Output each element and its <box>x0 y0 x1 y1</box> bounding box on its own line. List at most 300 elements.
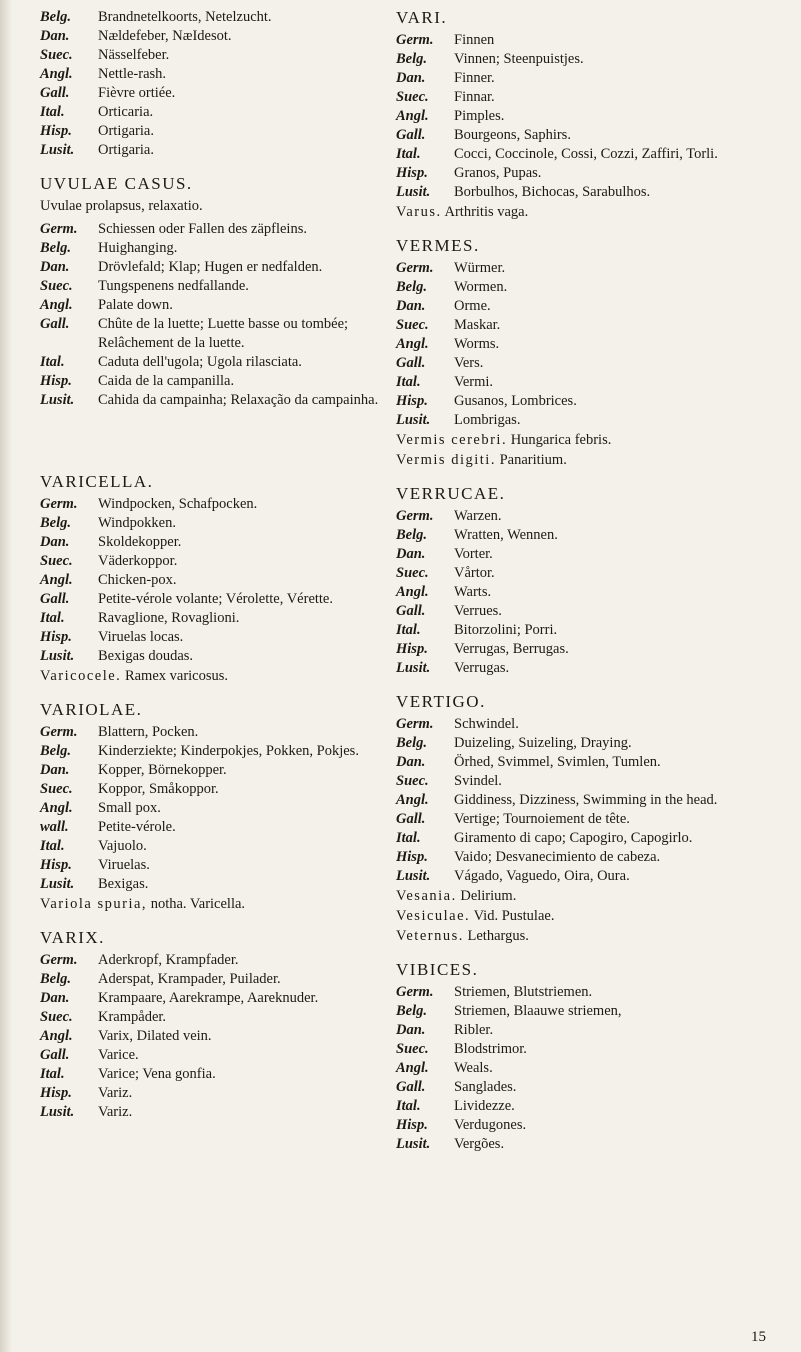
translation-term: Palate down. <box>98 297 173 313</box>
cross-reference-target: Delirium. <box>460 888 517 904</box>
translation-row <box>40 780 396 799</box>
translation-row <box>396 31 776 50</box>
language-abbrev: Ital. <box>40 838 65 854</box>
translation-term: Vágado, Vaguedo, Oira, Oura. <box>454 868 630 884</box>
translation-row <box>396 69 776 88</box>
translation-row <box>40 989 396 1008</box>
translation-term: Verrues. <box>454 603 502 619</box>
translation-term: Weals. <box>454 1060 493 1076</box>
translation-row <box>396 373 776 392</box>
language-abbrev: Belg. <box>40 743 72 759</box>
entry-definition: Uvulae prolapsus, relaxatio. <box>40 198 203 214</box>
language-abbrev: Gall. <box>396 603 426 619</box>
entry-heading: VERRUCAE. <box>396 484 506 503</box>
translation-term: Vers. <box>454 355 484 371</box>
translation-term: Variz. <box>98 1085 133 1101</box>
language-abbrev: Ital. <box>40 610 65 626</box>
translation-term: Varix, Dilated vein. <box>98 1028 212 1044</box>
translation-term: Vermi. <box>454 374 494 390</box>
entry-heading: VARI. <box>396 8 448 27</box>
translation-row <box>396 1097 776 1116</box>
translation-row <box>396 107 776 126</box>
language-abbrev: Dan. <box>396 1022 426 1038</box>
translation-term: Vertige; Tournoiement de tête. <box>454 811 630 827</box>
language-abbrev: Lusit. <box>396 1136 431 1152</box>
translation-row <box>396 507 776 526</box>
translation-row <box>396 545 776 564</box>
translation-term: Kopper, Börnekopper. <box>98 762 227 778</box>
language-abbrev: Dan. <box>40 259 70 275</box>
translation-term: Verdugones. <box>454 1117 527 1133</box>
translation-row <box>396 335 776 354</box>
translation-term: Vinnen; Steenpuistjes. <box>454 51 584 67</box>
cross-reference-target: Ramex varicosus. <box>124 668 229 684</box>
translation-row <box>40 723 396 742</box>
language-abbrev: Hisp. <box>396 849 428 865</box>
cross-reference-term: Vesania. <box>396 888 457 904</box>
language-abbrev: Gall. <box>396 1079 426 1095</box>
dictionary-entry <box>396 692 776 946</box>
translation-row <box>40 122 396 141</box>
language-abbrev: Belg. <box>396 735 428 751</box>
language-abbrev: Belg. <box>396 51 428 67</box>
translation-term: Granos, Pupas. <box>454 165 542 181</box>
dictionary-entry <box>396 960 776 1154</box>
cross-reference <box>396 203 776 222</box>
cross-reference-target: Hungarica febris. <box>510 432 612 448</box>
translation-term: Ribler. <box>454 1022 494 1038</box>
language-abbrev: Lusit. <box>40 648 75 664</box>
translation-term: Striemen, Blutstriemen. <box>454 984 593 1000</box>
translation-term: Gusanos, Lombrices. <box>454 393 577 409</box>
language-abbrev: Hisp. <box>396 1117 428 1133</box>
page-binding-shadow <box>0 0 12 1352</box>
language-abbrev: Angl. <box>40 1028 73 1044</box>
translation-term: Finnar. <box>454 89 495 105</box>
entry-spacer <box>40 914 396 928</box>
cross-reference <box>396 907 776 926</box>
translation-row <box>40 533 396 552</box>
language-abbrev: Angl. <box>396 584 429 600</box>
translation-term: Ravaglione, Rovaglioni. <box>98 610 240 626</box>
translation-row <box>396 164 776 183</box>
cross-reference-term: Veternus. <box>396 928 464 944</box>
language-abbrev: Belg. <box>396 1003 428 1019</box>
language-abbrev: Ital. <box>40 104 65 120</box>
translation-row <box>396 583 776 602</box>
dictionary-entry <box>396 8 776 222</box>
translation-row <box>396 392 776 411</box>
entry-heading: VERTIGO. <box>396 692 486 711</box>
language-abbrev: Suec. <box>40 278 73 294</box>
cross-reference <box>40 895 396 914</box>
language-abbrev: Lusit. <box>40 392 75 408</box>
language-abbrev: Hisp. <box>40 629 72 645</box>
translation-term: Giramento di capo; Capogiro, Capogirlo. <box>454 830 693 846</box>
language-abbrev: Belg. <box>396 527 428 543</box>
translation-term: Svindel. <box>454 773 502 789</box>
language-abbrev: Ital. <box>396 374 421 390</box>
language-abbrev: Dan. <box>40 534 70 550</box>
dictionary-entry <box>40 928 396 1122</box>
translation-term: Krampaare, Aarekrampe, Aareknuder. <box>98 990 319 1006</box>
language-abbrev: Lusit. <box>40 142 75 158</box>
translation-row <box>40 571 396 590</box>
language-abbrev: Suec. <box>396 317 429 333</box>
entry-spacer <box>40 686 396 700</box>
language-abbrev: Hisp. <box>40 123 72 139</box>
translation-row <box>40 609 396 628</box>
translation-row <box>40 27 396 46</box>
translation-term: Caida de la campanilla. <box>98 373 235 389</box>
entry-heading: UVULAE CASUS. <box>40 174 193 193</box>
translation-row <box>40 46 396 65</box>
language-abbrev: Ital. <box>396 1098 421 1114</box>
translation-term: Lividezze. <box>454 1098 515 1114</box>
left-column <box>40 8 396 1122</box>
translation-term: Skoldekopper. <box>98 534 182 550</box>
translation-row <box>40 1046 396 1065</box>
translation-term: Ortigaria. <box>98 142 154 158</box>
translation-term: Varice. <box>98 1047 139 1063</box>
translation-row <box>396 659 776 678</box>
translation-term: Windpokken. <box>98 515 176 531</box>
translation-row <box>396 791 776 810</box>
language-abbrev: Lusit. <box>396 412 431 428</box>
translation-row <box>396 715 776 734</box>
translation-row <box>396 126 776 145</box>
translation-row <box>396 753 776 772</box>
language-abbrev: Germ. <box>396 984 434 1000</box>
language-abbrev: Lusit. <box>40 876 75 892</box>
language-abbrev: Suec. <box>396 89 429 105</box>
language-abbrev: Germ. <box>396 508 434 524</box>
translation-term: Fièvre ortiée. <box>98 85 176 101</box>
translation-row <box>396 316 776 335</box>
translation-term: Sanglades. <box>454 1079 517 1095</box>
translation-term: Cocci, Coccinole, Cossi, Cozzi, Zaffiri, Torli. <box>454 146 718 162</box>
translation-row <box>40 951 396 970</box>
language-abbrev: Gall. <box>396 127 426 143</box>
language-abbrev: Hisp. <box>40 373 72 389</box>
dictionary-entry <box>40 8 396 160</box>
translation-row <box>396 297 776 316</box>
translation-term: Chicken-pox. <box>98 572 177 588</box>
translation-row <box>40 1027 396 1046</box>
language-abbrev: Dan. <box>396 754 426 770</box>
translation-row <box>396 88 776 107</box>
language-abbrev: Dan. <box>396 546 426 562</box>
dictionary-entry <box>40 472 396 686</box>
translation-row <box>396 1116 776 1135</box>
cross-reference <box>396 927 776 946</box>
translation-term: Nældefeber, NæIdesot. <box>98 28 232 44</box>
translation-row <box>40 495 396 514</box>
translation-term: Vaido; Desvanecimiento de cabeza. <box>454 849 661 865</box>
translation-row <box>396 848 776 867</box>
translation-term: Aderspat, Krampader, Puilader. <box>98 971 281 987</box>
translation-row <box>396 621 776 640</box>
translation-term: Brandnetelkoorts, Netelzucht. <box>98 9 272 25</box>
translation-term: Caduta dell'ugola; Ugola rilasciata. <box>98 354 302 370</box>
translation-row <box>40 220 396 239</box>
language-abbrev: Dan. <box>40 762 70 778</box>
translation-row <box>396 411 776 430</box>
translation-term: Vajuolo. <box>98 838 147 854</box>
language-abbrev: Suec. <box>396 773 429 789</box>
translation-term: Bexigas. <box>98 876 149 892</box>
translation-row <box>396 772 776 791</box>
language-abbrev: Hisp. <box>396 641 428 657</box>
translation-row <box>396 1078 776 1097</box>
cross-reference-target: Vid. Pustulae. <box>473 908 555 924</box>
entry-heading: VARIOLAE. <box>40 700 143 719</box>
cross-reference-term: Varus. <box>396 204 442 220</box>
translation-term: Bexigas doudas. <box>98 648 194 664</box>
translation-row <box>396 1135 776 1154</box>
translation-term: Viruelas locas. <box>98 629 184 645</box>
language-abbrev: Germ. <box>40 952 78 968</box>
translation-row <box>40 837 396 856</box>
translation-row <box>40 315 396 353</box>
translation-row <box>396 278 776 297</box>
translation-row <box>396 640 776 659</box>
translation-term: Finnen <box>454 32 495 48</box>
language-abbrev: Angl. <box>396 1060 429 1076</box>
language-abbrev: Hisp. <box>40 1085 72 1101</box>
cross-reference-term: Vermis digiti. <box>396 452 496 468</box>
translation-term: Orme. <box>454 298 491 314</box>
entry-spacer <box>396 678 776 692</box>
translation-row <box>396 602 776 621</box>
translation-term: Orticaria. <box>98 104 154 120</box>
translation-term: Würmer. <box>454 260 506 276</box>
translation-row <box>40 141 396 160</box>
translation-term: Finner. <box>454 70 495 86</box>
language-abbrev: Germ. <box>40 724 78 740</box>
translation-row <box>396 259 776 278</box>
translation-term: Aderkropf, Krampfader. <box>98 952 239 968</box>
translation-row <box>396 145 776 164</box>
entry-spacer <box>396 222 776 236</box>
translation-row <box>40 84 396 103</box>
translation-row <box>40 818 396 837</box>
translation-term: Drövlefald; Klap; Hugen er nedfalden. <box>98 259 323 275</box>
translation-term: Borbulhos, Bichocas, Sarabulhos. <box>454 184 651 200</box>
translation-row <box>40 552 396 571</box>
translation-row <box>40 8 396 27</box>
language-abbrev: Dan. <box>396 298 426 314</box>
translation-row <box>396 526 776 545</box>
language-abbrev: Lusit. <box>396 660 431 676</box>
translation-term: Warzen. <box>454 508 502 524</box>
language-abbrev: Belg. <box>396 279 428 295</box>
entry-spacer <box>396 470 776 484</box>
cross-reference-term: Vermis cerebri. <box>396 432 508 448</box>
cross-reference-term: Variola spuria, <box>40 896 148 912</box>
translation-term: Tungspenens nedfallande. <box>98 278 249 294</box>
language-abbrev: Ital. <box>396 622 421 638</box>
language-abbrev: Suec. <box>40 1009 73 1025</box>
language-abbrev: Lusit. <box>396 868 431 884</box>
language-abbrev: Lusit. <box>40 1104 75 1120</box>
translation-term: Koppor, Småkoppor. <box>98 781 219 797</box>
dictionary-entry <box>40 700 396 914</box>
language-abbrev: Gall. <box>40 316 70 332</box>
translation-row <box>396 50 776 69</box>
translation-row <box>40 239 396 258</box>
language-abbrev: Dan. <box>40 28 70 44</box>
translation-term: Windpocken, Schafpocken. <box>98 496 258 512</box>
right-column <box>396 8 776 1154</box>
language-abbrev: Angl. <box>396 108 429 124</box>
translation-term: Maskar. <box>454 317 501 333</box>
translation-term: Wormen. <box>454 279 508 295</box>
translation-term: Giddiness, Dizziness, Swimming in the head. <box>454 792 718 808</box>
translation-row <box>40 970 396 989</box>
language-abbrev: Belg. <box>40 240 72 256</box>
translation-row <box>40 1065 396 1084</box>
translation-row <box>396 354 776 373</box>
language-abbrev: Hisp. <box>396 165 428 181</box>
translation-term: Warts. <box>454 584 492 600</box>
translation-term: Vorter. <box>454 546 493 562</box>
translation-row <box>40 742 396 761</box>
translation-term: Petite-vérole volante; Vérolette, Vérette. <box>98 591 333 607</box>
cross-reference-target: Panaritium. <box>499 452 567 468</box>
language-abbrev: Ital. <box>396 146 421 162</box>
translation-row <box>40 875 396 894</box>
cross-reference <box>40 667 396 686</box>
translation-term: Huighanging. <box>98 240 178 256</box>
translation-term: Ortigaria. <box>98 123 154 139</box>
translation-row <box>40 103 396 122</box>
language-abbrev: Germ. <box>396 716 434 732</box>
translation-row <box>40 258 396 277</box>
translation-row <box>396 183 776 202</box>
language-abbrev: Gall. <box>396 355 426 371</box>
translation-term: Worms. <box>454 336 500 352</box>
translation-row <box>40 391 396 410</box>
language-abbrev: Lusit. <box>396 184 431 200</box>
language-abbrev: Hisp. <box>396 393 428 409</box>
translation-term: Kinderziekte; Kinderpokjes, Pokken, Pokjes. <box>98 743 359 759</box>
language-abbrev: Angl. <box>396 336 429 352</box>
language-abbrev: Gall. <box>40 591 70 607</box>
translation-row <box>40 65 396 84</box>
translation-term: Varice; Vena gonfia. <box>98 1066 216 1082</box>
translation-term: Blodstrimor. <box>454 1041 527 1057</box>
language-abbrev: Suec. <box>40 47 73 63</box>
translation-term: Variz. <box>98 1104 133 1120</box>
translation-row <box>396 1021 776 1040</box>
translation-row <box>396 867 776 886</box>
language-abbrev: Germ. <box>396 260 434 276</box>
translation-term: Verrugas, Berrugas. <box>454 641 569 657</box>
entry-spacer <box>40 410 396 472</box>
translation-row <box>396 983 776 1002</box>
language-abbrev: Gall. <box>40 85 70 101</box>
translation-term: Nettle-rash. <box>98 66 167 82</box>
translation-row <box>40 353 396 372</box>
entry-heading: VERMES. <box>396 236 480 255</box>
translation-row <box>396 734 776 753</box>
language-abbrev: Angl. <box>396 792 429 808</box>
cross-reference-target: Arthritis vaga. <box>444 204 529 220</box>
translation-row <box>40 1103 396 1122</box>
language-abbrev: Suec. <box>396 565 429 581</box>
translation-term: Verrugas. <box>454 660 510 676</box>
entry-heading: VARIX. <box>40 928 105 947</box>
translation-term: Cahida da campainha; Relaxação da campainha. <box>98 392 379 408</box>
translation-term: Nässelfeber. <box>98 47 170 63</box>
language-abbrev: Belg. <box>40 9 72 25</box>
translation-term: Viruelas. <box>98 857 150 873</box>
language-abbrev: Ital. <box>40 354 65 370</box>
translation-row <box>40 514 396 533</box>
language-abbrev: Belg. <box>40 515 72 531</box>
translation-row <box>40 372 396 391</box>
language-abbrev: wall. <box>40 819 69 835</box>
language-abbrev: Germ. <box>396 32 434 48</box>
cross-reference-term: Vesiculae. <box>396 908 471 924</box>
language-abbrev: Dan. <box>396 70 426 86</box>
cross-reference <box>396 451 776 470</box>
language-abbrev: Angl. <box>40 800 73 816</box>
translation-row <box>396 1059 776 1078</box>
translation-term: Duizeling, Suizeling, Draying. <box>454 735 632 751</box>
language-abbrev: Ital. <box>396 830 421 846</box>
translation-row <box>40 1008 396 1027</box>
translation-term: Schiessen oder Fallen des zäpfleins. <box>98 221 307 237</box>
translation-row <box>40 856 396 875</box>
translation-term: Väderkoppor. <box>98 553 178 569</box>
language-abbrev: Angl. <box>40 572 73 588</box>
language-abbrev: Suec. <box>40 553 73 569</box>
cross-reference <box>396 431 776 450</box>
translation-row <box>40 590 396 609</box>
translation-row <box>40 799 396 818</box>
language-abbrev: Germ. <box>40 221 78 237</box>
language-abbrev: Angl. <box>40 66 73 82</box>
language-abbrev: Dan. <box>40 990 70 1006</box>
translation-row <box>40 277 396 296</box>
translation-term: Pimples. <box>454 108 505 124</box>
entry-heading: VARICELLA. <box>40 472 154 491</box>
language-abbrev: Suec. <box>396 1041 429 1057</box>
language-abbrev: Angl. <box>40 297 73 313</box>
translation-row <box>40 647 396 666</box>
translation-row <box>396 829 776 848</box>
translation-row <box>396 1040 776 1059</box>
translation-row <box>396 810 776 829</box>
entry-heading: VIBICES. <box>396 960 479 979</box>
translation-term: Krampåder. <box>98 1009 167 1025</box>
translation-term: Lombrigas. <box>454 412 521 428</box>
translation-term: Small pox. <box>98 800 161 816</box>
cross-reference-target: notha. Varicella. <box>150 896 246 912</box>
translation-term: Vergões. <box>454 1136 505 1152</box>
language-abbrev: Suec. <box>40 781 73 797</box>
translation-term: Blattern, Pocken. <box>98 724 199 740</box>
page-number: 15 <box>751 1329 766 1345</box>
cross-reference-term: Varicocele. <box>40 668 122 684</box>
language-abbrev: Gall. <box>40 1047 70 1063</box>
dictionary-entry <box>396 236 776 470</box>
translation-term: Örhed, Svimmel, Svimlen, Tumlen. <box>454 754 661 770</box>
cross-reference-target: Lethargus. <box>467 928 529 944</box>
dictionary-entry <box>396 484 776 678</box>
